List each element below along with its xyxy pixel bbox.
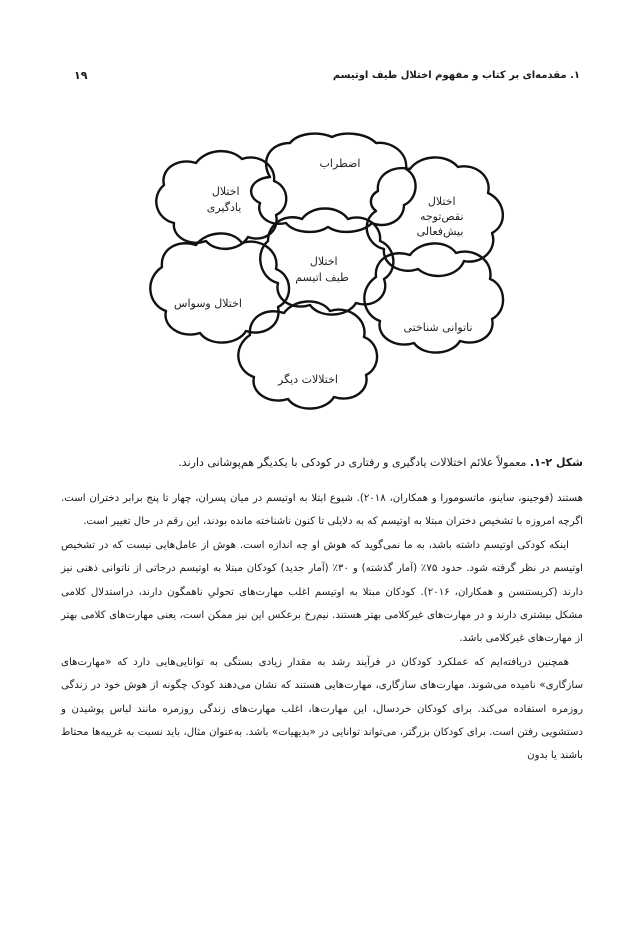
figure-caption [63,455,583,471]
cloud-label-autism: اختلال طیف اتیسم [295,255,349,284]
cloud-label-anxiety: اضطراب [319,157,361,170]
cloud-other [238,301,377,408]
figure-number: شکل ۲-۱. [529,456,583,469]
paragraph: هستند (فوجینو، ساینو، ماتسومورا و همکاران، ۲۰۱۸). شیوع ابتلا به اوتیسم در میان پسران، چهار تا پنج برابر دختران است. اگرچه امروزه با تشخیص دختران مبتلا به اوتیسم که به دلایلی تا کنون ناشناخته مانده بودند، این رقم در حال تغییر است. [61,493,583,528]
paragraph: اینکه کودکی اوتیسم داشته باشد، به ما نمی‌گوید که هوش او چه اندازه است. هوش از عامل‌هایی نیست که در تشخیص اوتیسم در نظر گرفته شود. حدود ۷۵٪ (آمار گذشته) و ۳۰٪ (آمار جدید) کودکان مبتلا به اوتیسم درجاتی از ناتوانی ذهنی نیز دارند (کریستنسن و همکاران، ۲۰۱۶). کودکان مبتلا به اوتیسم اغلب مهارت‌های تحولیِ ناهمگون دارند، دراستدلال کلامی مشکل بیشتری دارند و در مهارت‌های غیرکلامی بهتر هستند. نیم‌رخ برعکس این نیز ممکن است، یعنی مهارت‌های کلامی بهتر از مهارت‌های غیرکلامی باشد. [61,539,584,645]
cloud-diagram-svg [120,125,525,435]
paragraph: همچنین دریافته‌ایم که عملکرد کودکان در فرآیند رشد به مقدار زیادی بستگی به توانایی‌هایی دارد که «مهارت‌های سازگاری» نامیده می‌شوند. مهارت‌های سازگاری، مهارت‌هایی هستند که نشان می‌دهند کودک چگونه از هوش خود در زندگی روزمره استفاده می‌کند. برای کودکان خردسال، این مهارت‌ها، اغلب مهارت‌های زندگی روزمره مانند لباس پوشیدن و دستشویی رفتن است. برای کودکان بزرگتر، می‌تواند توانایی در «بدیهیات» باشد. به‌عنوان مثال، باید نسبت به غریبه‌ها محتاط باشند یا بدون [61,656,583,762]
cloud-label-learning: اختلال یادگیری [206,185,242,214]
running-header [60,70,580,88]
cloud-label-other: اختلالات دیگر [278,373,338,386]
cloud-label-cognitive: ناتوانی شناختی [403,321,473,334]
figure-caption-text: معمولاً علائم اختلالات یادگیری و رفتاری در کودکی با یکدیگر هم‌پوشانی دارند. [178,456,527,469]
overlap-cloud-diagram [120,125,525,435]
page-number: ۱۹ [74,69,88,82]
chapter-title: ۱. مقدمه‌ای بر کتاب و مفهوم اختلال طیف اوتیسم [332,70,580,81]
body-text [61,487,583,768]
cloud-label-adhd: اختلال نقص‌توجه بیش‌فعالی [416,195,464,238]
cloud-ocd [150,233,289,342]
cloud-label-ocd: اختلال وسواس [174,297,242,310]
